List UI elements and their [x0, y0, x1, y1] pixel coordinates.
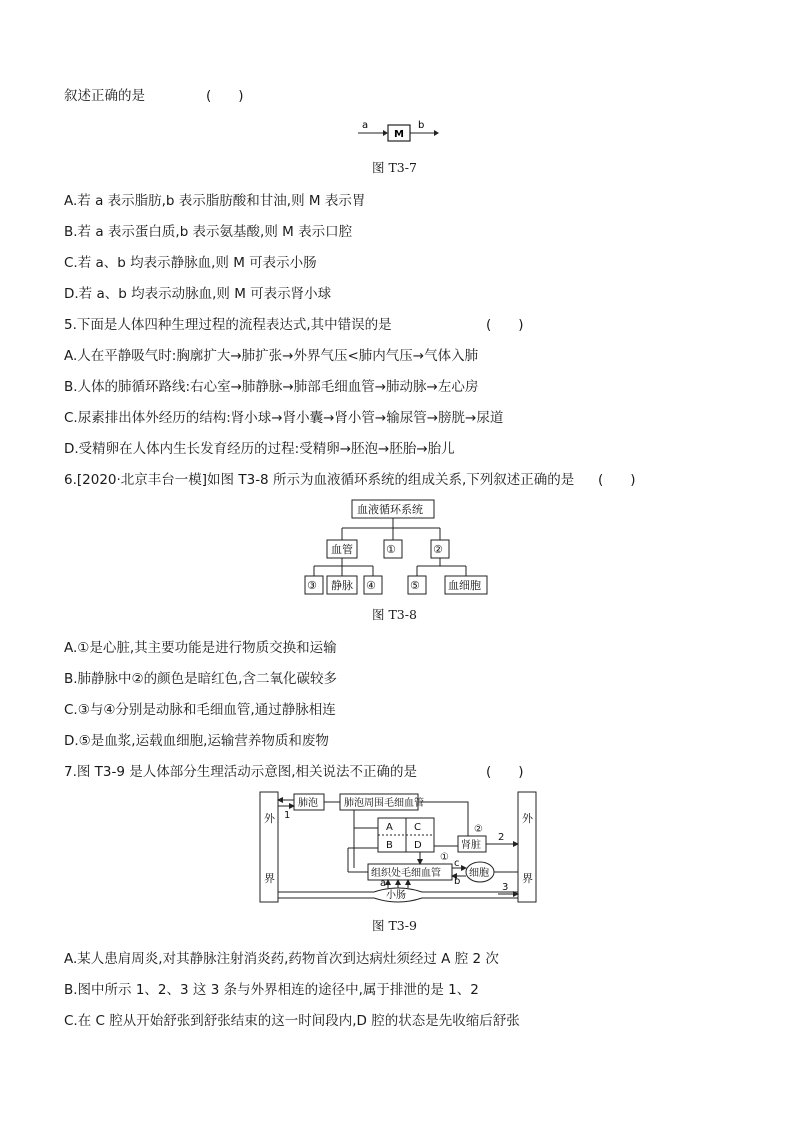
outside-left-bottom: 界	[264, 872, 275, 885]
q5-option-d: D.受精卵在人体内生长发育经历的过程:受精卵→胚泡→胚胎→胎儿	[64, 441, 455, 457]
label-a: a	[380, 878, 387, 889]
label-alveoli-capillary: 肺泡周围毛细血管	[344, 798, 424, 809]
label-path-1: 1	[284, 810, 291, 821]
label-5: ⑤	[410, 579, 420, 592]
q4-option-b: B.若 a 表示蛋白质,b 表示氨基酸,则 M 表示口腔	[64, 224, 353, 240]
q4-option-c: C.若 a、b 均表示静脉血,则 M 可表示小肠	[64, 255, 317, 271]
label-bloodcell: 血细胞	[448, 579, 481, 592]
label-3: ③	[307, 579, 317, 592]
label-B: B	[386, 840, 393, 851]
q7-option-b: B.图中所示 1、2、3 这 3 条与外界相连的途径中,属于排泄的是 1、2	[64, 982, 479, 998]
label-vein: 静脉	[331, 579, 353, 592]
q5-option-b: B.人体的肺循环路线:右心室→肺静脉→肺部毛细血管→肺动脉→左心房	[64, 379, 479, 395]
label-c: c	[454, 858, 460, 869]
label-vessel: 血管	[331, 543, 353, 556]
q5-option-a: A.人在平静吸气时:胸廓扩大→肺扩张→外界气压<肺内气压→气体入肺	[64, 348, 479, 364]
label-alveoli: 肺泡	[298, 798, 318, 809]
q7-option-c: C.在 C 腔从开始舒张到舒张结束的这一时间段内,D 腔的状态是先收缩后舒张	[64, 1013, 520, 1029]
intro-line: 叙述正确的是	[64, 88, 145, 104]
figure-caption-t3-7: 图 T3-7	[372, 160, 417, 175]
q7-stem: 7.图 T3-9 是人体部分生理活动示意图,相关说法不正确的是	[64, 764, 418, 780]
q5-option-c: C.尿素排出体外经历的结构:肾小球→肾小囊→肾小管→输尿管→膀胱→尿道	[64, 410, 504, 426]
label-C: C	[414, 822, 421, 833]
q5-stem: 5.下面是人体四种生理过程的流程表达式,其中错误的是	[64, 317, 392, 333]
label-circle-1: ①	[440, 852, 449, 863]
q6-stem: 6.[2020·北京丰台一模]如图 T3-8 所示为血液循环系统的组成关系,下列叙述正确的是	[64, 472, 575, 488]
label-intestine: 小肠	[386, 890, 406, 901]
label-circle-2: ②	[474, 824, 483, 835]
label-A: A	[386, 822, 393, 833]
fig7-label-a: a	[362, 120, 369, 131]
label-D: D	[414, 840, 422, 851]
label-path-3: 3	[502, 882, 509, 893]
outside-left-bar	[260, 792, 278, 902]
q4-option-d: D.若 a、b 均表示动脉血,则 M 可表示肾小球	[64, 286, 332, 302]
answer-paren: ( )	[486, 317, 524, 333]
outside-right-bottom: 界	[522, 872, 533, 885]
label-path-2: 2	[498, 832, 505, 843]
figure-caption-t3-8: 图 T3-8	[372, 607, 417, 622]
outside-right-bar	[518, 792, 536, 902]
q6-option-d: D.⑤是血浆,运载血细胞,运输营养物质和废物	[64, 733, 329, 749]
figure-t3-7	[350, 116, 450, 146]
arrow-a-head	[383, 130, 388, 136]
label-kidney: 肾脏	[461, 840, 481, 851]
answer-paren: ( )	[598, 472, 636, 488]
label-root: 血液循环系统	[357, 503, 423, 516]
q6-option-c: C.③与④分别是动脉和毛细血管,通过静脉相连	[64, 702, 336, 718]
fig7-label-b: b	[418, 120, 425, 131]
q6-option-b: B.肺静脉中②的颜色是暗红色,含二氧化碳较多	[64, 671, 337, 687]
outside-right-top: 外	[522, 812, 533, 825]
q4-option-a: A.若 a 表示脂肪,b 表示脂肪酸和甘油,则 M 表示胃	[64, 193, 366, 209]
answer-paren: ( )	[486, 764, 524, 780]
answer-paren: ( )	[206, 88, 244, 104]
label-cell: 细胞	[469, 868, 489, 879]
figure-t3-9	[258, 788, 548, 906]
fig7-label-m: M	[394, 129, 404, 140]
label-4: ④	[366, 579, 376, 592]
label-b: b	[454, 876, 461, 887]
figure-t3-8	[300, 498, 500, 600]
label-2: ②	[433, 543, 443, 556]
outside-left-top: 外	[264, 812, 275, 825]
q7-option-a: A.某人患肩周炎,对其静脉注射消炎药,药物首次到达病灶须经过 A 腔 2 次	[64, 951, 499, 967]
arrow-b-head	[434, 130, 439, 136]
label-1: ①	[386, 543, 396, 556]
label-tissue-capillary: 组织处毛细血管	[371, 868, 441, 879]
figure-caption-t3-9: 图 T3-9	[372, 918, 417, 933]
q6-option-a: A.①是心脏,其主要功能是进行物质交换和运输	[64, 640, 337, 656]
